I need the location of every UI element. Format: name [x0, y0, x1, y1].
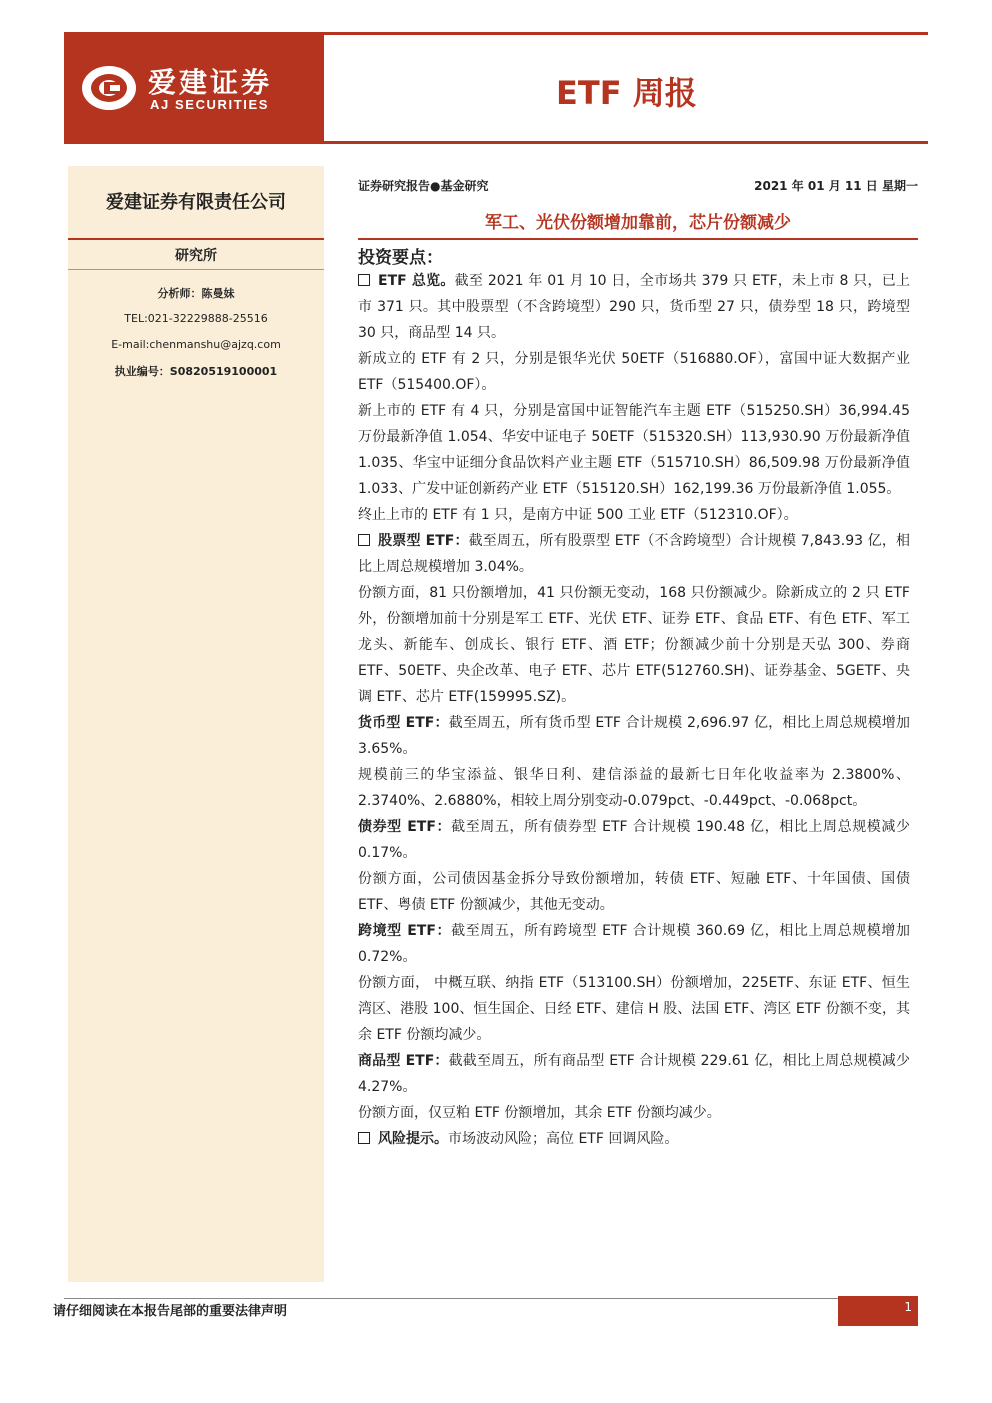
page-number-box	[838, 1296, 918, 1326]
logo-chinese-name: 爱建证券	[148, 66, 273, 99]
paragraph	[358, 502, 910, 528]
paragraph	[358, 1126, 910, 1152]
analyst-name: 分析师：陈曼妹	[157, 287, 235, 300]
paragraph	[358, 1048, 910, 1100]
paragraph-text: 份额方面，公司债因基金拆分导致份额增加，转债 ETF、短融 ETF、十年国债、国债 ETF、粤债 ETF 份额减少，其他无变动。	[358, 871, 910, 913]
logo-panel	[64, 35, 324, 141]
paragraph	[358, 814, 910, 866]
paragraph	[358, 710, 910, 762]
footer-rule	[64, 1298, 838, 1299]
page-number: 1	[904, 1300, 912, 1314]
key-points-title: 投资要点：	[358, 248, 443, 268]
paragraph	[358, 528, 910, 580]
paragraph	[358, 866, 910, 918]
paragraph-text: 规模前三的华宝添益、银华日利、建信添益的最新七日年化收益率为 2.3800%、2.3740%、2.6880%，相较上周分别变动-0.079pct、-0.449pct、-0.068pct。	[358, 767, 910, 809]
paragraph-text: 截至 2021 年 01 月 10 日，全市场共 379 只 ETF，未上市 8 只，已上市 371 只。其中股票型（不含跨境型）290 只，货币型 27 只，债券型 18 只，跨境型 30 只，商品型 14 只。	[358, 273, 910, 341]
checkbox-icon	[358, 274, 370, 286]
paragraph	[358, 1100, 910, 1126]
checkbox-icon	[358, 1132, 370, 1144]
key-points-body	[358, 268, 910, 1152]
paragraph-text: 份额方面，仅豆粕 ETF 份额增加，其余 ETF 份额均减少。	[358, 1105, 721, 1121]
sidebar-divider	[68, 269, 324, 270]
paragraph	[358, 970, 910, 1048]
paragraph-text: 份额方面，81 只份额增加，41 只份额无变动，168 只份额减少。除新成立的 2 只 ETF 外，份额增加前十分别是军工 ETF、光伏 ETF、证券 ETF、食品 ETF、有色 ETF、军工龙头、新能车、创成长、银行 ETF、酒 ETF；份额减少前十分别是天弘 300、券商 ETF、50ETF、央企改革、电子 ETF、芯片 ETF(512760.SH)、证券基金、5GETF、央调 ETF、芯片 ETF(159995.SZ)。	[358, 585, 910, 705]
paragraph-lead: 风险提示。	[378, 1131, 448, 1147]
institute-label: 研究所	[175, 248, 217, 264]
header-bottom-rule	[64, 141, 928, 144]
paragraph-lead: 货币型 ETF：	[358, 715, 449, 731]
paragraph-text: 截至周五，所有债券型 ETF 合计规模 190.48 亿，相比上周总规模减少 0.17%。	[358, 819, 910, 861]
paragraph-lead: 股票型 ETF：	[378, 533, 469, 549]
company-name: 爱建证券有限责任公司	[106, 192, 286, 213]
paragraph-text: 新成立的 ETF 有 2 只，分别是银华光伏 50ETF（516880.OF），富国中证大数据产业 ETF（515400.OF）。	[358, 351, 910, 393]
paragraph-text: 新上市的 ETF 有 4 只，分别是富国中证智能汽车主题 ETF（515250.SH）36,994.45 万份最新净值 1.054、华安中证电子 50ETF（515320.SH）113,930.90 万份最新净值 1.035、华宝中证细分食品饮料产业主题 ETF（515710.SH）86,509.98 万份最新净值 1.033、广发中证创新药产业 ETF（515120.SH）162,199.36 万份最新净值 1.055。	[358, 403, 910, 497]
report-category: 证券研究报告●基金研究	[358, 179, 489, 193]
paragraph-text: 截至周五，所有跨境型 ETF 合计规模 360.69 亿，相比上周总规模增加 0.72%。	[358, 923, 910, 965]
sidebar-divider	[68, 238, 324, 240]
paragraph-text: 截至周五，所有股票型 ETF（不含跨境型）合计规模 7,843.93 亿，相比上周总规模增加 3.04%。	[358, 533, 910, 575]
logo-english-name: AJ SECURITIES	[150, 97, 270, 112]
paragraph-lead: ETF 总览。	[378, 273, 455, 289]
paragraph-text: 终止上市的 ETF 有 1 只，是南方中证 500 工业 ETF（512310.OF）。	[358, 507, 798, 523]
paragraph-lead: 商品型 ETF：	[358, 1053, 449, 1069]
checkbox-icon	[358, 534, 370, 546]
paragraph-lead: 债券型 ETF：	[358, 819, 452, 835]
logo	[80, 59, 308, 117]
headline-rule	[358, 238, 918, 240]
paragraph	[358, 398, 910, 502]
license-number: 执业编号：S0820519100001	[114, 365, 278, 378]
paragraph-text: 截截至周五，所有商品型 ETF 合计规模 229.61 亿，相比上周总规模减少 4.27%。	[358, 1053, 910, 1095]
paragraph-text: 份额方面， 中概互联、纳指 ETF（513100.SH）份额增加，225ETF、东证 ETF、恒生湾区、港股 100、恒生国企、日经 ETF、建信 H 股、法国 ETF、湾区 ETF 份额不变，其余 ETF 份额均减少。	[358, 975, 910, 1043]
analyst-phone: TEL:021-32229888-25516	[124, 312, 268, 325]
report-headline: 军工、光伏份额增加靠前，芯片份额减少	[485, 213, 791, 233]
paragraph-lead: 跨境型 ETF：	[358, 923, 452, 939]
analyst-email: E-mail:chenmanshu@ajzq.com	[111, 338, 281, 351]
paragraph	[358, 268, 910, 346]
legal-disclaimer: 请仔细阅读在本报告尾部的重要法律声明	[53, 1304, 288, 1319]
report-title: ETF 周报	[556, 74, 697, 112]
paragraph	[358, 580, 910, 710]
paragraph	[358, 346, 910, 398]
sidebar	[68, 166, 324, 1282]
paragraph	[358, 762, 910, 814]
paragraph	[358, 918, 910, 970]
paragraph-text: 截至周五，所有货币型 ETF 合计规模 2,696.97 亿，相比上周总规模增加 3.65%。	[358, 715, 910, 757]
report-date: 2021 年 01 月 11 日 星期一	[754, 179, 918, 193]
paragraph-text: 市场波动风险；高位 ETF 回调风险。	[448, 1131, 679, 1147]
aj-logo-icon	[80, 63, 138, 113]
